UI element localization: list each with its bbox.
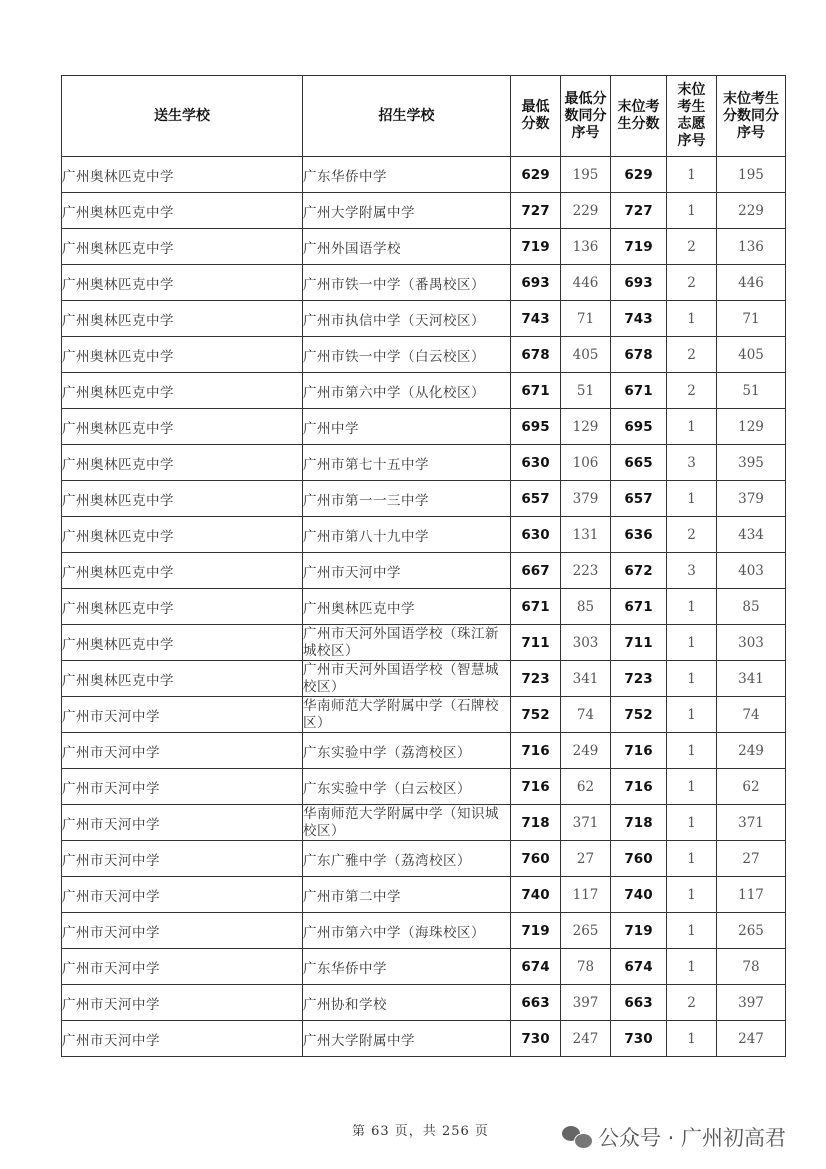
min-score-tie-rank-cell: 131 (561, 517, 611, 553)
min-score-cell: 630 (511, 445, 561, 481)
sending-school-cell: 广州市天河中学 (62, 877, 303, 913)
last-score-cell: 665 (611, 445, 667, 481)
table-row (62, 733, 786, 769)
min-score-cell: 671 (511, 373, 561, 409)
sending-school-cell: 广州市天河中学 (62, 949, 303, 985)
min-score-cell: 667 (511, 553, 561, 589)
min-score-tie-rank-cell: 74 (561, 697, 611, 733)
sending-school-cell: 广州奥林匹克中学 (62, 445, 303, 481)
last-preference-cell: 1 (667, 841, 717, 877)
min-score-cell: 678 (511, 337, 561, 373)
last-score-cell: 671 (611, 589, 667, 625)
sending-school-cell: 广州奥林匹克中学 (62, 625, 303, 661)
last-preference-cell: 1 (667, 409, 717, 445)
min-score-tie-rank-cell: 51 (561, 373, 611, 409)
min-score-cell: 719 (511, 913, 561, 949)
sending-school-cell: 广州市天河中学 (62, 841, 303, 877)
table-row (62, 229, 786, 265)
table-row (62, 589, 786, 625)
admitting-school-cell: 广州市第六中学（从化校区） (303, 373, 511, 409)
table-row (62, 301, 786, 337)
min-score-tie-rank-cell: 247 (561, 1021, 611, 1057)
last-preference-cell: 1 (667, 769, 717, 805)
last-preference-cell: 1 (667, 733, 717, 769)
min-score-cell: 752 (511, 697, 561, 733)
last-preference-cell: 1 (667, 301, 717, 337)
min-score-cell: 657 (511, 481, 561, 517)
col-header-min-score-tie-rank: 最低分 数同分 序号 (561, 76, 611, 157)
last-score-tie-rank-cell: 136 (717, 229, 786, 265)
sending-school-cell: 广州市天河中学 (62, 697, 303, 733)
last-score-cell: 693 (611, 265, 667, 301)
last-score-tie-rank-cell: 229 (717, 193, 786, 229)
last-score-cell: 752 (611, 697, 667, 733)
admitting-school-cell: 广东实验中学（荔湾校区） (303, 733, 511, 769)
table-row (62, 625, 786, 661)
last-preference-cell: 1 (667, 805, 717, 841)
watermark-text: 公众号 · 广州初高君 (598, 1126, 787, 1150)
admitting-school-cell: 广东实验中学（白云校区） (303, 769, 511, 805)
last-score-tie-rank-cell: 71 (717, 301, 786, 337)
col-header-min-score: 最低 分数 (511, 76, 561, 157)
sending-school-cell: 广州奥林匹克中学 (62, 517, 303, 553)
sending-school-cell: 广州奥林匹克中学 (62, 157, 303, 193)
sending-school-cell: 广州奥林匹克中学 (62, 265, 303, 301)
sending-school-cell: 广州奥林匹克中学 (62, 301, 303, 337)
table-body (62, 157, 786, 1057)
admitting-school-cell: 广州市第八十九中学 (303, 517, 511, 553)
last-score-cell: 716 (611, 769, 667, 805)
table-row (62, 337, 786, 373)
last-preference-cell: 1 (667, 697, 717, 733)
sending-school-cell: 广州奥林匹克中学 (62, 589, 303, 625)
admitting-school-cell: 广州市第七十五中学 (303, 445, 511, 481)
last-score-cell: 743 (611, 301, 667, 337)
last-preference-cell: 2 (667, 373, 717, 409)
last-score-tie-rank-cell: 341 (717, 661, 786, 697)
sending-school-cell: 广州奥林匹克中学 (62, 409, 303, 445)
last-score-cell: 695 (611, 409, 667, 445)
admitting-school-cell: 广州市第六中学（海珠校区） (303, 913, 511, 949)
last-score-cell: 671 (611, 373, 667, 409)
table-row (62, 1021, 786, 1057)
last-preference-cell: 1 (667, 193, 717, 229)
admitting-school-cell: 广州奥林匹克中学 (303, 589, 511, 625)
last-score-tie-rank-cell: 379 (717, 481, 786, 517)
page-number: 第 63 页，共 256 页 (352, 1124, 489, 1139)
sending-school-cell: 广州奥林匹克中学 (62, 373, 303, 409)
admitting-school-cell: 广州市天河外国语学校（智慧城校区） (303, 661, 511, 697)
min-score-cell: 730 (511, 1021, 561, 1057)
min-score-cell: 760 (511, 841, 561, 877)
last-score-cell: 730 (611, 1021, 667, 1057)
table-row (62, 913, 786, 949)
last-score-cell: 740 (611, 877, 667, 913)
sending-school-cell: 广州市天河中学 (62, 805, 303, 841)
min-score-cell: 719 (511, 229, 561, 265)
min-score-cell: 671 (511, 589, 561, 625)
sending-school-cell: 广州市天河中学 (62, 913, 303, 949)
last-preference-cell: 1 (667, 157, 717, 193)
last-score-cell: 657 (611, 481, 667, 517)
last-score-tie-rank-cell: 27 (717, 841, 786, 877)
min-score-cell: 727 (511, 193, 561, 229)
wechat-icon (562, 1124, 594, 1150)
min-score-cell: 716 (511, 733, 561, 769)
last-score-cell: 663 (611, 985, 667, 1021)
min-score-tie-rank-cell: 223 (561, 553, 611, 589)
admitting-school-cell: 广州大学附属中学 (303, 1021, 511, 1057)
last-score-tie-rank-cell: 195 (717, 157, 786, 193)
last-preference-cell: 2 (667, 229, 717, 265)
last-score-tie-rank-cell: 85 (717, 589, 786, 625)
table-row (62, 769, 786, 805)
min-score-tie-rank-cell: 117 (561, 877, 611, 913)
min-score-cell: 740 (511, 877, 561, 913)
last-score-cell: 636 (611, 517, 667, 553)
last-score-tie-rank-cell: 397 (717, 985, 786, 1021)
admitting-school-cell: 广东广雅中学（荔湾校区） (303, 841, 511, 877)
last-score-tie-rank-cell: 446 (717, 265, 786, 301)
last-preference-cell: 3 (667, 553, 717, 589)
last-score-tie-rank-cell: 117 (717, 877, 786, 913)
last-score-tie-rank-cell: 265 (717, 913, 786, 949)
min-score-tie-rank-cell: 62 (561, 769, 611, 805)
table-row (62, 265, 786, 301)
min-score-tie-rank-cell: 371 (561, 805, 611, 841)
admitting-school-cell: 广州市执信中学（天河校区） (303, 301, 511, 337)
table-row (62, 517, 786, 553)
last-preference-cell: 2 (667, 337, 717, 373)
last-score-tie-rank-cell: 395 (717, 445, 786, 481)
last-score-tie-rank-cell: 371 (717, 805, 786, 841)
table-row (62, 697, 786, 733)
last-preference-cell: 3 (667, 445, 717, 481)
min-score-tie-rank-cell: 129 (561, 409, 611, 445)
table-row (62, 841, 786, 877)
sending-school-cell: 广州奥林匹克中学 (62, 337, 303, 373)
last-score-tie-rank-cell: 303 (717, 625, 786, 661)
admitting-school-cell: 广东华侨中学 (303, 949, 511, 985)
admitting-school-cell: 广州外国语学校 (303, 229, 511, 265)
table-row (62, 877, 786, 913)
col-header-last-preference: 末位 考生 志愿 序号 (667, 76, 717, 157)
last-score-tie-rank-cell: 405 (717, 337, 786, 373)
admitting-school-cell: 广州市铁一中学（番禺校区） (303, 265, 511, 301)
col-header-sending-school: 送生学校 (62, 76, 303, 157)
admitting-school-cell: 广州市第二中学 (303, 877, 511, 913)
last-score-cell: 718 (611, 805, 667, 841)
last-score-cell: 674 (611, 949, 667, 985)
admitting-school-cell: 广东华侨中学 (303, 157, 511, 193)
header-row (62, 76, 786, 157)
last-preference-cell: 1 (667, 1021, 717, 1057)
last-preference-cell: 1 (667, 949, 717, 985)
last-score-cell: 711 (611, 625, 667, 661)
admitting-school-cell: 华南师范大学附属中学（知识城校区） (303, 805, 511, 841)
min-score-cell: 629 (511, 157, 561, 193)
last-score-tie-rank-cell: 129 (717, 409, 786, 445)
min-score-tie-rank-cell: 136 (561, 229, 611, 265)
admission-score-table (61, 75, 786, 1057)
min-score-cell: 693 (511, 265, 561, 301)
admitting-school-cell: 广州大学附属中学 (303, 193, 511, 229)
last-score-tie-rank-cell: 78 (717, 949, 786, 985)
last-preference-cell: 1 (667, 877, 717, 913)
table-row (62, 553, 786, 589)
table-row (62, 949, 786, 985)
min-score-tie-rank-cell: 27 (561, 841, 611, 877)
table-row (62, 157, 786, 193)
admitting-school-cell: 广州市第一一三中学 (303, 481, 511, 517)
table-row (62, 985, 786, 1021)
min-score-cell: 716 (511, 769, 561, 805)
last-score-tie-rank-cell: 74 (717, 697, 786, 733)
col-header-last-score: 末位考 生分数 (611, 76, 667, 157)
last-score-cell: 727 (611, 193, 667, 229)
last-preference-cell: 1 (667, 481, 717, 517)
sending-school-cell: 广州市天河中学 (62, 733, 303, 769)
last-score-cell: 672 (611, 553, 667, 589)
min-score-tie-rank-cell: 446 (561, 265, 611, 301)
last-preference-cell: 1 (667, 625, 717, 661)
admitting-school-cell: 广州协和学校 (303, 985, 511, 1021)
min-score-tie-rank-cell: 85 (561, 589, 611, 625)
min-score-tie-rank-cell: 265 (561, 913, 611, 949)
admitting-school-cell: 广州中学 (303, 409, 511, 445)
last-score-cell: 719 (611, 913, 667, 949)
admitting-school-cell: 广州市天河外国语学校（珠江新城校区） (303, 625, 511, 661)
min-score-cell: 663 (511, 985, 561, 1021)
min-score-tie-rank-cell: 229 (561, 193, 611, 229)
min-score-cell: 711 (511, 625, 561, 661)
last-score-tie-rank-cell: 403 (717, 553, 786, 589)
sending-school-cell: 广州奥林匹克中学 (62, 481, 303, 517)
min-score-tie-rank-cell: 249 (561, 733, 611, 769)
sending-school-cell: 广州奥林匹克中学 (62, 193, 303, 229)
admitting-school-cell: 广州市铁一中学（白云校区） (303, 337, 511, 373)
sending-school-cell: 广州市天河中学 (62, 1021, 303, 1057)
last-preference-cell: 1 (667, 661, 717, 697)
min-score-cell: 695 (511, 409, 561, 445)
last-preference-cell: 2 (667, 265, 717, 301)
min-score-tie-rank-cell: 78 (561, 949, 611, 985)
last-score-tie-rank-cell: 249 (717, 733, 786, 769)
col-header-admitting-school: 招生学校 (303, 76, 511, 157)
min-score-cell: 743 (511, 301, 561, 337)
last-preference-cell: 1 (667, 589, 717, 625)
sending-school-cell: 广州奥林匹克中学 (62, 553, 303, 589)
col-header-last-score-tie-rank: 末位考生 分数同分 序号 (717, 76, 786, 157)
min-score-tie-rank-cell: 405 (561, 337, 611, 373)
min-score-tie-rank-cell: 379 (561, 481, 611, 517)
min-score-tie-rank-cell: 303 (561, 625, 611, 661)
last-score-tie-rank-cell: 62 (717, 769, 786, 805)
last-score-cell: 760 (611, 841, 667, 877)
min-score-cell: 630 (511, 517, 561, 553)
min-score-tie-rank-cell: 397 (561, 985, 611, 1021)
sending-school-cell: 广州奥林匹克中学 (62, 229, 303, 265)
min-score-tie-rank-cell: 341 (561, 661, 611, 697)
last-score-cell: 716 (611, 733, 667, 769)
sending-school-cell: 广州奥林匹克中学 (62, 661, 303, 697)
table-row (62, 445, 786, 481)
min-score-tie-rank-cell: 71 (561, 301, 611, 337)
table-row (62, 481, 786, 517)
min-score-cell: 674 (511, 949, 561, 985)
last-score-cell: 629 (611, 157, 667, 193)
last-score-tie-rank-cell: 247 (717, 1021, 786, 1057)
table-row (62, 409, 786, 445)
min-score-cell: 718 (511, 805, 561, 841)
last-score-cell: 723 (611, 661, 667, 697)
table-row (62, 661, 786, 697)
admitting-school-cell: 广州市天河中学 (303, 553, 511, 589)
table-row (62, 805, 786, 841)
admitting-school-cell: 华南师范大学附属中学（石牌校区） (303, 697, 511, 733)
last-preference-cell: 2 (667, 517, 717, 553)
last-score-tie-rank-cell: 51 (717, 373, 786, 409)
last-score-cell: 678 (611, 337, 667, 373)
sending-school-cell: 广州市天河中学 (62, 985, 303, 1021)
sending-school-cell: 广州市天河中学 (62, 769, 303, 805)
last-score-cell: 719 (611, 229, 667, 265)
table-row (62, 373, 786, 409)
last-preference-cell: 2 (667, 985, 717, 1021)
last-score-tie-rank-cell: 434 (717, 517, 786, 553)
min-score-tie-rank-cell: 106 (561, 445, 611, 481)
last-preference-cell: 1 (667, 913, 717, 949)
table-row (62, 193, 786, 229)
watermark (562, 1122, 786, 1152)
min-score-tie-rank-cell: 195 (561, 157, 611, 193)
min-score-cell: 723 (511, 661, 561, 697)
